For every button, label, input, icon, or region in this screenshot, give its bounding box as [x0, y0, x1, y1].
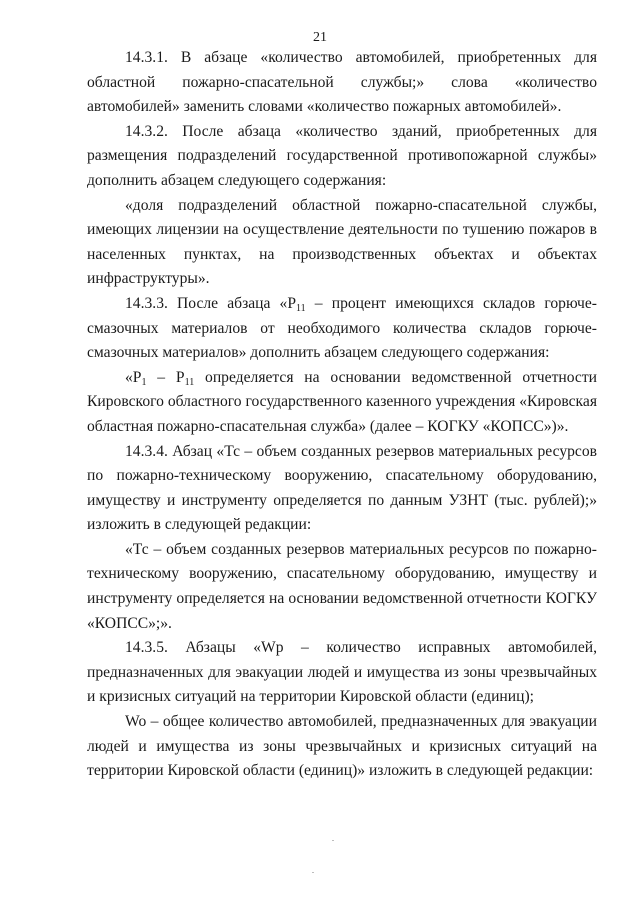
p1-p11-text-a: «Р — [125, 368, 142, 386]
paragraph-14-3-2: 14.3.2. После абзаца «количество зданий, приобретенных для размещения подразделений государственной противопожарной службы» дополнить абзацем следующего содержания: — [87, 122, 597, 189]
paragraph-licenses-share: «доля подразделений областной пожарно-спасательной службы, имеющих лицензии на осуществление деятельности по тушению пожаров в населенных пунктах, на производственных объектах и объектах инфраструктуры». — [87, 196, 597, 288]
paragraph-14-3-3-before: 14.3.3. После абзаца «Р — [125, 294, 297, 312]
paragraph-wo: Wo – общее количество автомобилей, предназначенных для эвакуации людей и имущества из зоны чрезвычайных и кризисных ситуаций на территории Кировской области (единиц)» изложить в следующей редакции: — [87, 713, 597, 780]
document-body — [87, 46, 597, 784]
paragraph-14-3-5: 14.3.5. Абзацы «Wp – количество исправных автомобилей, предназначенных для эвакуации людей и имущества из зоны чрезвычайных и кризисных ситуаций на территории Кировской области (единиц); — [87, 639, 597, 706]
subscript-11b: 11 — [184, 376, 195, 388]
scan-speck — [332, 840, 334, 841]
p1-p11-text-b: – Р — [146, 368, 185, 386]
paragraph-tc-new-edition: «Тс – объем созданных резервов материальных ресурсов по пожарно-техническому вооружению, спасательному оборудованию, имуществу и инструменту определяется на основании ведомственной отчетности КОГКУ «КОПСС»;». — [87, 540, 597, 632]
paragraph-14-3-1: 14.3.1. В абзаце «количество автомобилей, приобретенных для областной пожарно-спасательной службы;» слова «количество автомобилей» заменить словами «количество пожарных автомобилей». — [87, 49, 597, 116]
paragraph-14-3-4: 14.3.4. Абзац «Тс – объем созданных резервов материальных ресурсов по пожарно-техническому вооружению, спасательному оборудованию, имуществу и инструменту определяется по данным УЗНТ (тыс. рублей);» изложить в следующей редакции: — [87, 442, 597, 534]
subscript-1: 1 — [141, 376, 147, 388]
scan-speck — [312, 872, 314, 873]
paragraph-p1-p11 — [87, 366, 597, 440]
p1-p11-text-c: определяется на основании ведомственной отчетности Кировского областного государственного казенного учреждения «Кировская областная пожарно-спасательная служба» (далее – КОГКУ «КОПСС»)». — [87, 368, 597, 435]
paragraph-14-3-3 — [87, 292, 597, 366]
paragraph-14-3-3-after: – процент имеющихся складов горюче-смазочных материалов от необходимого количества складов горюче-смазочных материалов» дополнить абзацем следующего содержания: — [87, 294, 597, 362]
subscript-11: 11 — [296, 302, 306, 314]
page-number: 21 — [313, 30, 327, 45]
